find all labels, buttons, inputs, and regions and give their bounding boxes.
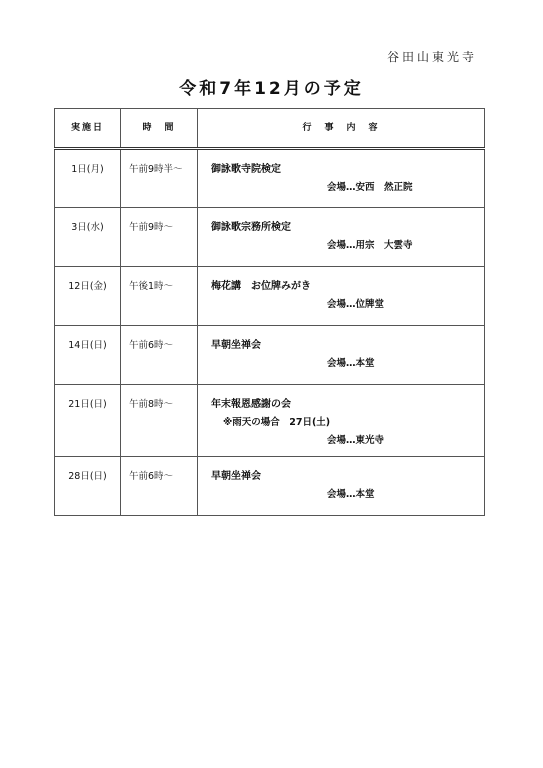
row-time: 午前9時半～ [121,149,198,208]
table-row [55,267,485,326]
table-row [55,149,485,208]
event-venue: 会場…安西 然正院 [327,182,413,193]
schedule-table [54,108,485,516]
header-date: 実施日 [55,109,121,149]
event-title: 早朝坐禅会 [211,471,261,482]
event-venue: 会場…用宗 大雲寺 [327,240,413,251]
row-time: 午前9時～ [121,208,198,267]
row-event [198,326,485,385]
header-event: 行 事 内 容 [198,109,485,149]
row-event [198,385,485,457]
table-header-row [55,109,485,149]
table-row [55,326,485,385]
row-date: 14日(日) [55,326,121,385]
event-venue: 会場…東光寺 [327,435,385,446]
row-time: 午後1時～ [121,267,198,326]
row-event [198,149,485,208]
page-title: 令和7年12月の予定 [179,79,364,99]
event-title: 梅花講 お位牌みがき [211,281,311,292]
event-venue: 会場…本堂 [327,358,375,369]
row-date: 12日(金) [55,267,121,326]
event-venue: 会場…本堂 [327,489,375,500]
event-title: 早朝坐禅会 [211,340,261,351]
event-title: 御詠歌寺院検定 [211,164,281,175]
row-time: 午前6時～ [121,326,198,385]
row-time: 午前6時～ [121,457,198,516]
row-date: 1日(月) [55,149,121,208]
row-date: 3日(水) [55,208,121,267]
row-event [198,267,485,326]
table-row [55,208,485,267]
row-event [198,457,485,516]
event-note: ※雨天の場合 27日(土) [223,417,331,428]
temple-name: 谷田山東光寺 [386,50,477,64]
row-date: 28日(日) [55,457,121,516]
table-row [55,385,485,457]
row-event [198,208,485,267]
row-date: 21日(日) [55,385,121,457]
event-title: 年末報恩感謝の会 [211,399,291,410]
event-venue: 会場…位牌堂 [327,299,385,310]
header-time: 時 間 [121,109,198,149]
event-title: 御詠歌宗務所検定 [211,222,291,233]
row-time: 午前8時～ [121,385,198,457]
table-row [55,457,485,516]
